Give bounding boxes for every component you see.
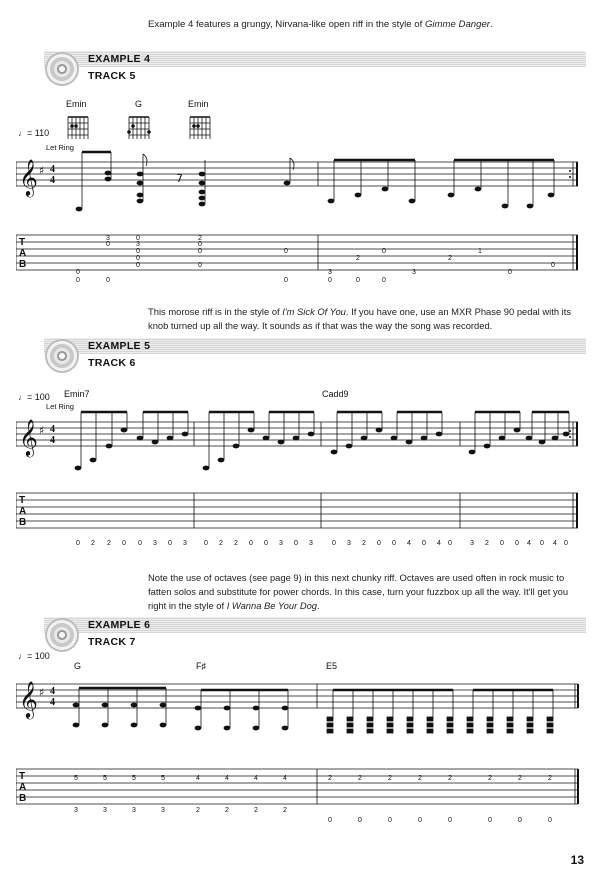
tab-number: 3 — [103, 807, 107, 814]
tab-number: 2 — [225, 807, 229, 814]
tab-number: 0 — [138, 540, 142, 547]
tab-number: 0 — [388, 817, 392, 824]
tab-number: 0 — [356, 277, 360, 284]
tab-number: 0 — [448, 540, 452, 547]
example-title: EXAMPLE 6 — [88, 619, 151, 631]
tab-letter-b: B — [19, 793, 27, 804]
tab-letter-b: B — [19, 517, 27, 528]
example-6-banner — [0, 617, 600, 651]
tab-number: 4 — [254, 775, 258, 782]
svg-text:𝄞: 𝄞 — [19, 158, 38, 196]
svg-text:𝄞: 𝄞 — [19, 680, 38, 718]
tab-number: 0 — [198, 248, 202, 255]
tab-number: 2 — [328, 775, 332, 782]
tab-number: 2 — [356, 255, 360, 262]
tab-number: 1 — [478, 248, 482, 255]
svg-text:4: 4 — [50, 697, 55, 708]
chord-name: Emin7 — [64, 389, 90, 399]
let-ring-marking: Let Ring — [46, 143, 74, 152]
page-number: 13 — [570, 853, 584, 867]
tab-number: 0 — [328, 277, 332, 284]
tab-number: 0 — [448, 817, 452, 824]
description-paragraph: Note the use of octaves (see page 9) in this next chunky riff. Octaves are used often in rock music to fatten solos and substitute for power chords. In this case, turn your fuzzbox up all the way. It'll get you right in the style of I Wanna Be Your Dog. — [148, 572, 569, 611]
track-label: TRACK 6 — [88, 357, 136, 369]
tab-letter-a: A — [19, 248, 27, 259]
tab-staff — [16, 766, 582, 830]
tab-number: 3 — [279, 540, 283, 547]
tab-number: 3 — [106, 235, 110, 242]
chord-name: G — [74, 661, 82, 671]
svg-text:4: 4 — [50, 435, 55, 446]
intro-text: Example 4 features a grungy, Nirvana-like open riff in the style of Gimme Danger. — [148, 19, 493, 30]
chord-name: E5 — [326, 661, 338, 671]
tab-letter-b: B — [19, 259, 27, 270]
tab-number: 4 — [196, 775, 200, 782]
tab-number: 0 — [564, 540, 568, 547]
tab-number: 0 — [551, 262, 555, 269]
svg-text:♯: ♯ — [39, 686, 45, 699]
example-4-banner — [0, 51, 600, 85]
tab-number: 0 — [392, 540, 396, 547]
track-label: TRACK 5 — [88, 70, 136, 82]
tab-number: 2 — [198, 235, 202, 242]
tab-number: 0 — [204, 540, 208, 547]
tab-number: 4 — [553, 540, 557, 547]
tab-number: 0 — [518, 817, 522, 824]
tab-number: 3 — [132, 807, 136, 814]
tab-number: 2 — [196, 807, 200, 814]
tab-number: 0 — [382, 248, 386, 255]
tab-number: 4 — [407, 540, 411, 547]
tab-number: 3 — [347, 540, 351, 547]
tab-number: 0 — [136, 262, 140, 269]
tab-number: 0 — [76, 269, 80, 276]
tab-number: 2 — [485, 540, 489, 547]
tempo-marking: ♩= 100 — [18, 651, 50, 661]
svg-text:♯: ♯ — [39, 164, 45, 177]
tempo-marking: ♩= 100 — [18, 392, 50, 402]
tab-number: 2 — [219, 540, 223, 547]
let-ring-marking: Let Ring — [46, 402, 74, 411]
cd-disc-icon — [45, 52, 79, 86]
tab-letter-t: T — [19, 495, 26, 506]
chord-name: Emin — [188, 99, 209, 109]
music-staff — [16, 150, 582, 220]
tab-number: 0 — [284, 248, 288, 255]
tab-number: 4 — [527, 540, 531, 547]
tab-number: 2 — [358, 775, 362, 782]
tab-number: 2 — [283, 807, 287, 814]
tab-number: 0 — [284, 277, 288, 284]
example-title: EXAMPLE 5 — [88, 340, 151, 352]
tab-number: 5 — [161, 775, 165, 782]
tab-number: 0 — [198, 241, 202, 248]
tab-number: 3 — [309, 540, 313, 547]
tab-number: 3 — [161, 807, 165, 814]
tab-number: 0 — [548, 817, 552, 824]
tab-number: 0 — [136, 255, 140, 262]
tab-number: 0 — [198, 262, 202, 269]
tempo-marking: ♩= 110 — [18, 128, 50, 138]
track-label: TRACK 7 — [88, 636, 136, 648]
tab-number: 0 — [418, 817, 422, 824]
tab-number: 5 — [74, 775, 78, 782]
tab-number: 3 — [328, 269, 332, 276]
chord-name: F♯ — [196, 661, 206, 671]
music-staff — [16, 672, 582, 752]
tab-number: 2 — [448, 255, 452, 262]
tab-number: 0 — [382, 277, 386, 284]
cd-disc-icon — [45, 618, 79, 652]
tab-number: 5 — [132, 775, 136, 782]
tab-number: 0 — [168, 540, 172, 547]
tab-number: 0 — [136, 248, 140, 255]
tab-number: 0 — [515, 540, 519, 547]
chord-name: Emin — [66, 99, 87, 109]
tab-number: 3 — [412, 269, 416, 276]
tab-number: 3 — [470, 540, 474, 547]
tab-number: 0 — [76, 540, 80, 547]
tab-number: 2 — [448, 775, 452, 782]
tab-number: 0 — [106, 277, 110, 284]
chord-name: Cadd9 — [322, 389, 349, 399]
chord-name: G — [135, 99, 143, 109]
svg-text:4: 4 — [50, 424, 55, 435]
cd-disc-icon — [45, 339, 79, 373]
tab-number: 0 — [377, 540, 381, 547]
tab-number: 5 — [103, 775, 107, 782]
tab-number: 0 — [249, 540, 253, 547]
tab-number: 2 — [362, 540, 366, 547]
tab-number: 0 — [500, 540, 504, 547]
svg-text:4: 4 — [50, 175, 55, 186]
tab-staff — [16, 490, 582, 548]
tab-number: 2 — [418, 775, 422, 782]
svg-text:𝄞: 𝄞 — [19, 418, 38, 456]
tab-letter-a: A — [19, 782, 27, 793]
tab-number: 0 — [106, 241, 110, 248]
tab-number: 0 — [508, 269, 512, 276]
tab-letter-a: A — [19, 506, 27, 517]
tab-number: 3 — [183, 540, 187, 547]
tab-number: 0 — [358, 817, 362, 824]
tab-letter-t: T — [19, 237, 26, 248]
tab-number: 2 — [234, 540, 238, 547]
tab-number: 0 — [76, 277, 80, 284]
tab-letter-t: T — [19, 771, 26, 782]
chord-diagram — [188, 111, 214, 141]
tab-number: 3 — [136, 241, 140, 248]
example-title: EXAMPLE 4 — [88, 53, 151, 65]
tab-number: 4 — [225, 775, 229, 782]
tab-number: 0 — [294, 540, 298, 547]
tab-number: 3 — [74, 807, 78, 814]
chord-diagram — [66, 111, 92, 141]
tab-number: 0 — [328, 817, 332, 824]
tab-number: 0 — [422, 540, 426, 547]
svg-text:4: 4 — [50, 164, 55, 175]
svg-text:♯: ♯ — [39, 424, 45, 437]
tab-number: 2 — [91, 540, 95, 547]
tab-staff — [16, 232, 582, 290]
tab-number: 4 — [437, 540, 441, 547]
tab-number: 0 — [488, 817, 492, 824]
tab-number: 3 — [153, 540, 157, 547]
music-staff — [16, 400, 582, 480]
example-5-banner — [0, 338, 600, 372]
svg-text:7: 7 — [176, 172, 183, 185]
tab-number: 0 — [264, 540, 268, 547]
chord-diagram — [126, 111, 154, 141]
tab-number: 0 — [136, 235, 140, 242]
tab-number: 0 — [122, 540, 126, 547]
tab-number: 2 — [388, 775, 392, 782]
tab-number: 2 — [548, 775, 552, 782]
tab-number: 0 — [332, 540, 336, 547]
svg-text:4: 4 — [50, 686, 55, 697]
tab-number: 2 — [107, 540, 111, 547]
description-paragraph: This morose riff is in the style of I'm Sick Of You. If you have one, use an MXR Phase 90 pedal with its knob turned up all the way. It sounds as if that was the way the song was recorded. — [148, 306, 572, 331]
tab-number: 2 — [518, 775, 522, 782]
tab-number: 4 — [283, 775, 287, 782]
tab-number: 2 — [488, 775, 492, 782]
tab-number: 2 — [254, 807, 258, 814]
tab-number: 0 — [540, 540, 544, 547]
